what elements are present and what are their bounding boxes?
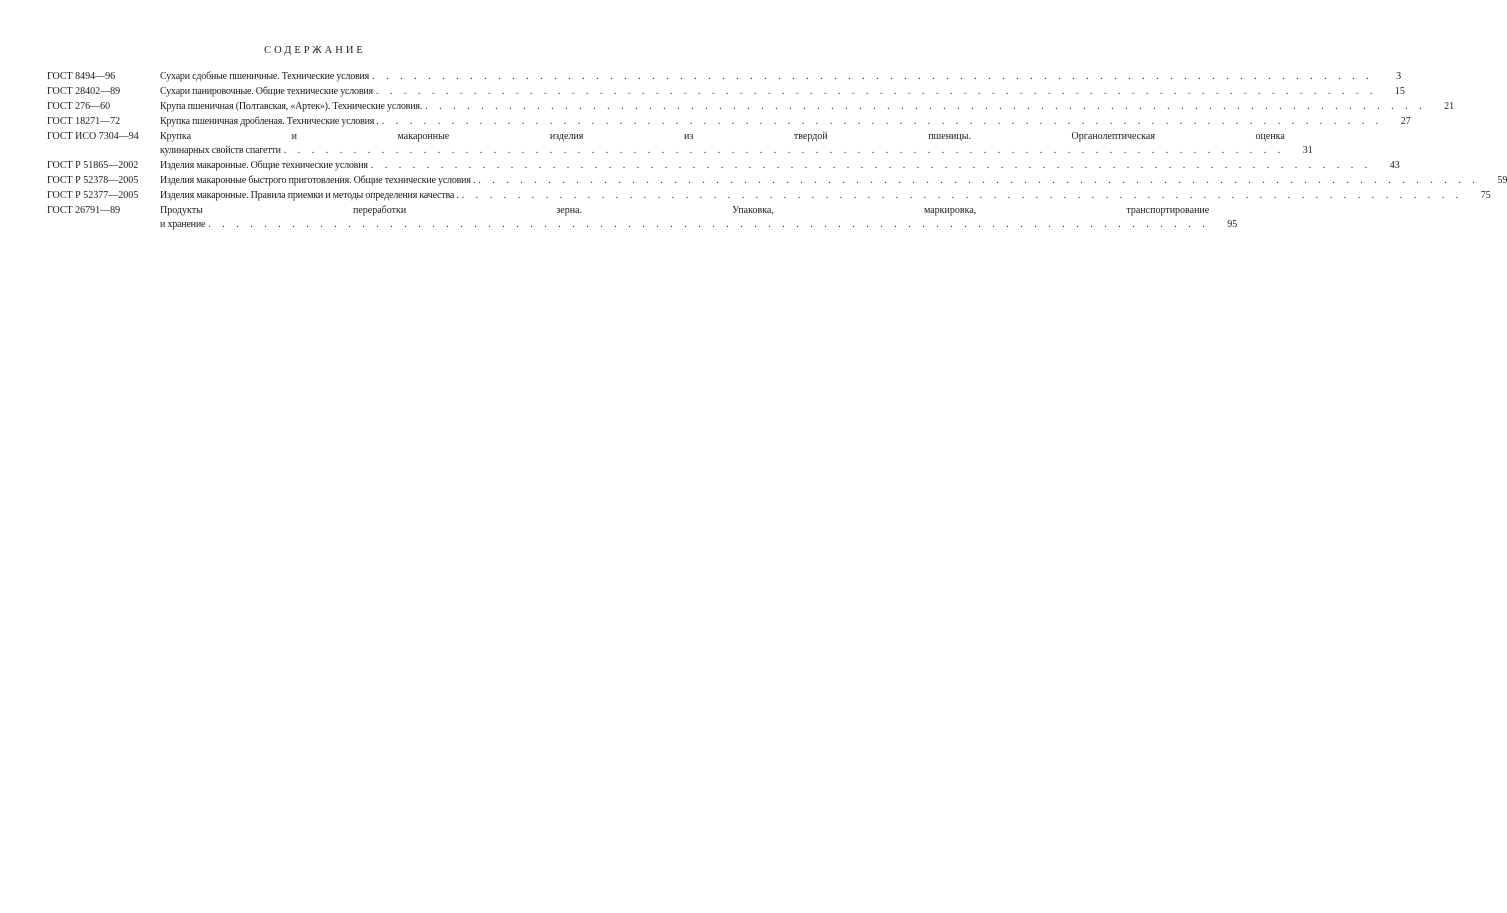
toc-entry-code: ГОСТ Р 52378—2005 [47,175,139,186]
toc-entry-code: ГОСТ 276—60 [47,101,111,112]
toc-entry[interactable] [47,204,1238,232]
toc-entry-title-line: кулинарных свойств спагетти [160,145,281,156]
toc-entry-title-line: Крупка пшеничная дробленая. Технические условия . [160,116,379,127]
toc-entry[interactable] [47,85,1405,99]
leader-dots [475,174,1479,188]
toc-entry-page: 15 [1394,86,1405,97]
table-of-contents [47,70,1507,233]
toc-entry-code: ГОСТ 8494—96 [47,71,116,82]
toc-entry-title-line: Изделия макаронные. Общие технические условия [160,160,368,171]
toc-entry-title-line: и хранение [160,219,206,230]
toc-entry[interactable] [47,115,1411,129]
toc-entry-title-line: Сухари сдобные пшеничные. Технические условия [160,71,370,82]
toc-entry-page: 43 [1389,160,1400,171]
toc-entry-title [160,189,1491,203]
toc-entry-title-line: Сухари панировочные. Общие технические условия [160,86,373,97]
toc-entry-page: 27 [1400,116,1411,127]
toc-entry[interactable] [47,100,1455,114]
leader-dots [369,70,1373,84]
toc-entry-title [160,204,1237,232]
toc-entry-page: 75 [1480,190,1491,201]
toc-entry-code: ГОСТ ИСО 7304—94 [47,131,139,142]
toc-entry-title-line: Изделия макаронные быстрого приготовления. Общие технические условия . [160,175,476,186]
toc-entry-page: 31 [1302,145,1313,156]
toc-entry-title [160,159,1400,173]
toc-entry-title-line: Изделия макаронные. Правила приемки и методы определения качества . [160,190,459,201]
toc-entry-title-line: Крупа пшеничная (Полтавская, «Артек»). Технические условия. [160,101,423,112]
toc-entry-title [160,130,1313,158]
toc-entry-code: ГОСТ Р 52377—2005 [47,190,139,201]
toc-entry-page: 3 [1396,71,1402,82]
toc-entry-title [160,100,1454,114]
toc-entry[interactable] [47,174,1507,188]
toc-entry-title [160,85,1405,99]
leader-dots [379,115,1383,129]
leader-dots [422,100,1426,114]
toc-entry-code: ГОСТ Р 51865—2002 [47,160,139,171]
toc-entry-title-line: Продукты переработки зерна. Упаковка, маркировка, транспортирование [160,205,1210,216]
leader-dots [368,159,1372,173]
toc-entry-title [160,70,1401,84]
toc-entry[interactable] [47,189,1491,203]
toc-entry-code: ГОСТ 18271—72 [47,116,121,127]
toc-entry[interactable] [47,159,1400,173]
leader-dots [205,218,1209,232]
toc-entry-code: ГОСТ 28402—89 [47,86,121,97]
leader-dots [459,189,1463,203]
toc-entry[interactable] [47,70,1402,84]
toc-entry-page: 95 [1227,219,1238,230]
toc-entry-title [160,115,1411,129]
toc-entry-page: 59 [1497,175,1507,186]
toc-entry-title-line: Крупка и макаронные изделия из твердой пшеницы. Органолептическая оценка [160,131,1285,142]
leader-dots [373,85,1377,99]
toc-entry[interactable] [47,130,1313,158]
leader-dots [281,144,1285,158]
toc-entry-page: 21 [1444,101,1455,112]
toc-entry-code: ГОСТ 26791—89 [47,205,121,216]
page-title: СОДЕРЖАНИЕ [264,45,366,56]
toc-entry-title [160,174,1507,188]
